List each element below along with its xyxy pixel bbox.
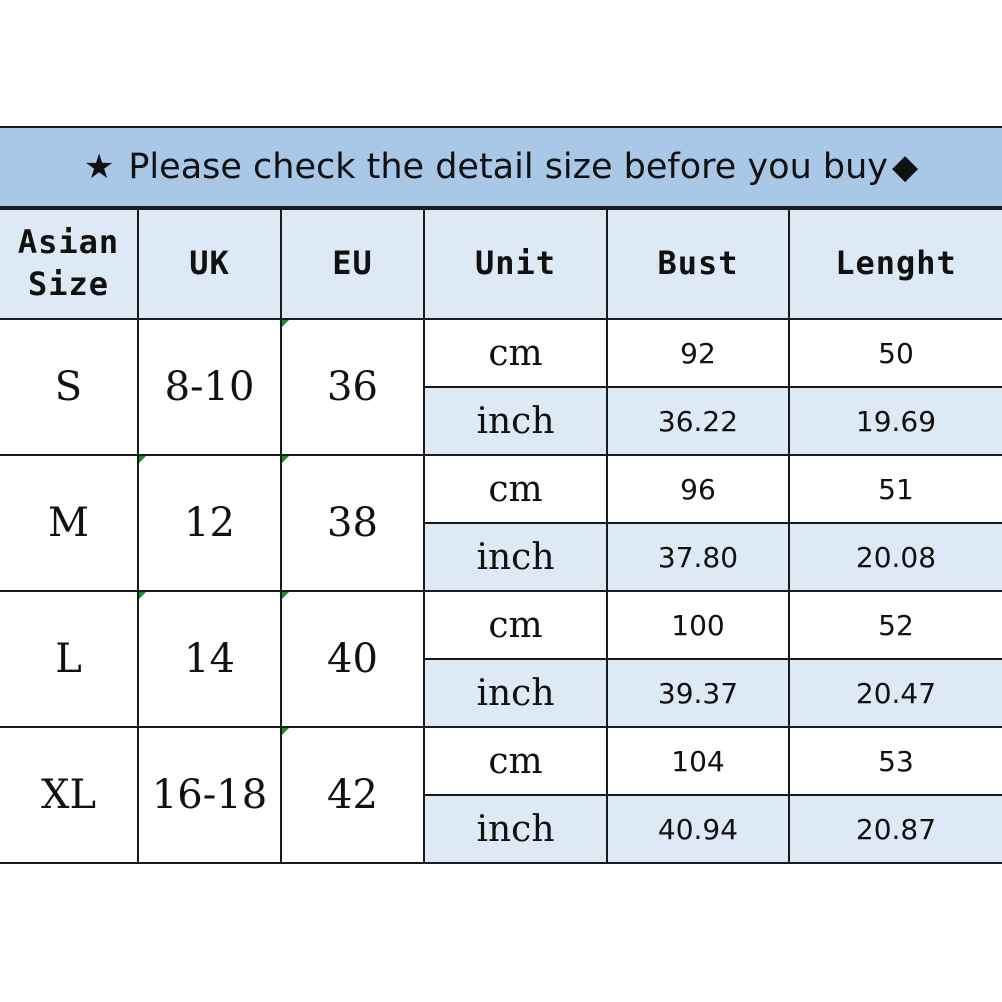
bust-cell: 36.22: [607, 387, 789, 455]
table-row: [0, 591, 1002, 659]
eu-cell: 42: [281, 727, 424, 863]
length-cell: 52: [789, 591, 1002, 659]
header-unit: Unit: [424, 209, 607, 319]
bust-cell: 39.37: [607, 659, 789, 727]
table-row: [0, 727, 1002, 795]
length-cell: 20.47: [789, 659, 1002, 727]
title-banner: [0, 126, 1002, 208]
header-asian-size-line2: Size: [27, 265, 110, 303]
header-asian-size: [0, 209, 138, 319]
unit-cell: cm: [424, 455, 607, 523]
uk-cell: 16-18: [138, 727, 281, 863]
uk-cell: 12: [138, 455, 281, 591]
bust-cell: 100: [607, 591, 789, 659]
uk-cell: 14: [138, 591, 281, 727]
bust-cell: 92: [607, 319, 789, 387]
eu-cell: 36: [281, 319, 424, 455]
banner-text: Please check the detail size before you buy: [128, 147, 888, 187]
length-cell: 20.87: [789, 795, 1002, 863]
unit-cell: inch: [424, 795, 607, 863]
size-cell: M: [0, 455, 138, 591]
header-eu: EU: [281, 209, 424, 319]
unit-cell: inch: [424, 659, 607, 727]
size-cell: XL: [0, 727, 138, 863]
length-cell: 53: [789, 727, 1002, 795]
unit-cell: cm: [424, 591, 607, 659]
uk-cell: 8-10: [138, 319, 281, 455]
unit-cell: inch: [424, 523, 607, 591]
bust-cell: 37.80: [607, 523, 789, 591]
size-chart-table: [0, 208, 1002, 864]
length-cell: 50: [789, 319, 1002, 387]
size-cell: L: [0, 591, 138, 727]
unit-cell: cm: [424, 319, 607, 387]
bust-cell: 104: [607, 727, 789, 795]
diamond-icon: ◆: [892, 147, 919, 187]
header-asian-size-line1: Asian: [17, 223, 120, 262]
length-cell: 19.69: [789, 387, 1002, 455]
header-row: [0, 209, 1002, 319]
bust-cell: 96: [607, 455, 789, 523]
length-cell: 51: [789, 455, 1002, 523]
header-length: Lenght: [789, 209, 1002, 319]
header-uk: UK: [138, 209, 281, 319]
bust-cell: 40.94: [607, 795, 789, 863]
unit-cell: cm: [424, 727, 607, 795]
length-cell: 20.08: [789, 523, 1002, 591]
eu-cell: 38: [281, 455, 424, 591]
size-cell: S: [0, 319, 138, 455]
star-icon: ★: [83, 147, 115, 187]
table-row: [0, 455, 1002, 523]
header-bust: Bust: [607, 209, 789, 319]
unit-cell: inch: [424, 387, 607, 455]
eu-cell: 40: [281, 591, 424, 727]
table-row: [0, 319, 1002, 387]
